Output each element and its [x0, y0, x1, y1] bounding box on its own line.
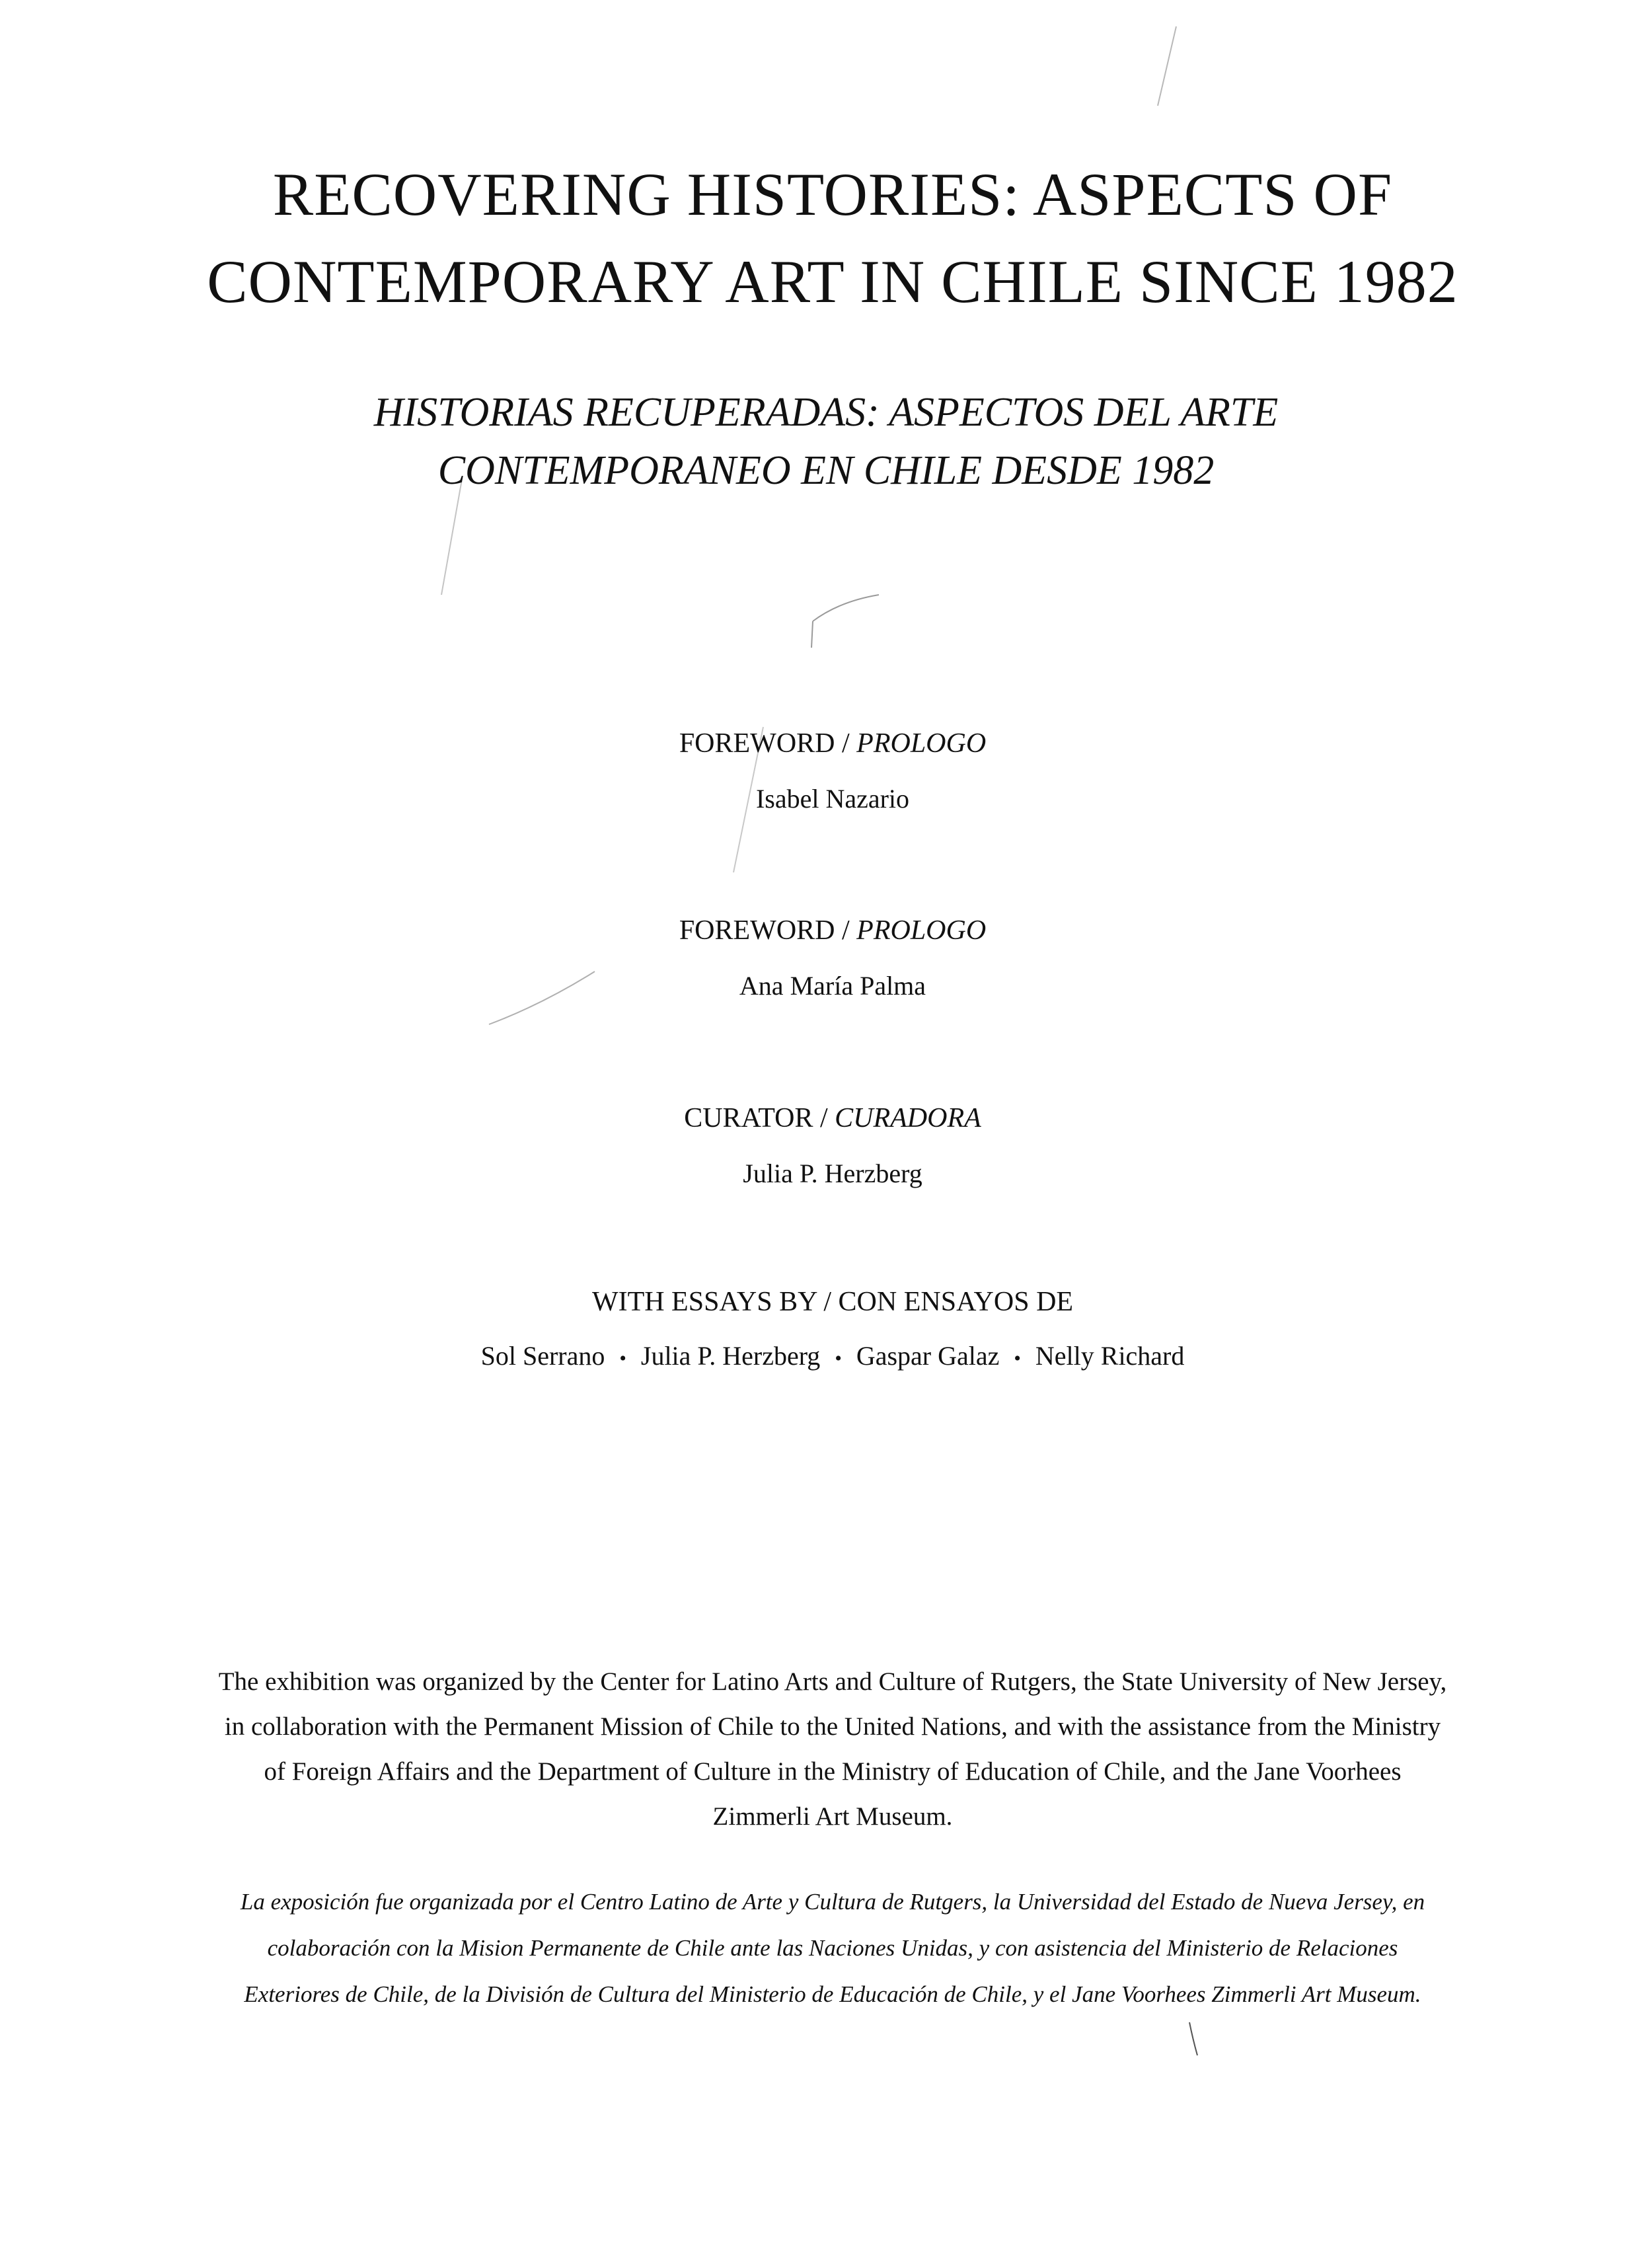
page-subtitle-line-2: CONTEMPORANEO EN CHILE DESDE 1982: [437, 448, 1215, 493]
essay-authors: [0, 1338, 1652, 1377]
credit-separator: /: [819, 1103, 828, 1133]
page-title-line-2: CONTEMPORARY ART IN CHILE SINCE 1982: [207, 248, 1458, 315]
essay-author: Julia P. Herzberg: [640, 1341, 821, 1371]
credit-role: [0, 1100, 1652, 1137]
credit-role-es: PROLOGO: [856, 915, 987, 946]
page-title: [0, 151, 1652, 325]
essays-separator: /: [823, 1287, 832, 1317]
credit-role-en: CURATOR: [684, 1103, 813, 1133]
essay-author: Nelly Richard: [1035, 1341, 1185, 1371]
credit-role-en: FOREWORD: [679, 915, 835, 946]
credit-role-en: FOREWORD: [679, 728, 835, 759]
credit-role-es: CURADORA: [835, 1103, 981, 1133]
essays-heading-en: WITH ESSAYS BY: [591, 1287, 817, 1317]
essays-heading-es: CON ENSAYOS DE: [838, 1287, 1074, 1317]
credit-curator: [0, 1100, 1652, 1192]
credit-name: Julia P. Herzberg: [743, 1159, 922, 1188]
exhibition-note-english: The exhibition was organized by the Center for Latino Arts and Culture of Rutgers, the State University of New Jersey, in collaboration with the Permanent Mission of Chile to the United Nations, and with the assistance from the Ministry of Foreign Affairs and the Department of Culture in the Ministry of Education of Chile, and the Jane Voorhees Zimmerli Art Museum.: [218, 1667, 1447, 1831]
bullet-separator: •: [835, 1347, 842, 1369]
bullet-separator: •: [1014, 1347, 1021, 1369]
credit-role: [0, 725, 1652, 762]
page-subtitle-spanish: [0, 383, 1652, 500]
page-subtitle-line-1: HISTORIAS RECUPERADAS: ASPECTOS DEL ARTE: [373, 390, 1279, 435]
essays-block: [0, 1283, 1652, 1377]
essay-author: Sol Serrano: [480, 1341, 605, 1371]
credit-role-es: PROLOGO: [856, 728, 987, 759]
credit-foreword-2: [0, 912, 1652, 1005]
credit-name: Isabel Nazario: [755, 784, 910, 814]
essays-heading: [0, 1283, 1652, 1320]
credit-name: Ana María Palma: [739, 971, 926, 1001]
page-title-line-1: RECOVERING HISTORIES: ASPECTS OF: [272, 161, 1393, 228]
credit-separator: /: [842, 915, 850, 946]
essay-author: Gaspar Galaz: [856, 1341, 1000, 1371]
exhibition-note-spanish: La exposición fue organizada por el Centro Latino de Arte y Cultura de Rutgers, la Universidad del Estado de Nueva Jersey, en colaboración con la Mision Permanente de Chile ante las Naciones Unidas, y con asistencia del Ministerio de Relaciones Exteriores de Chile, de la División de Cultura del Ministerio de Educación de Chile, y el Jane Voorhees Zimmerli Art Museum.: [240, 1889, 1425, 2007]
credit-foreword-1: [0, 725, 1652, 818]
credit-separator: /: [842, 728, 850, 759]
bullet-separator: •: [619, 1347, 626, 1369]
credit-role: [0, 912, 1652, 949]
